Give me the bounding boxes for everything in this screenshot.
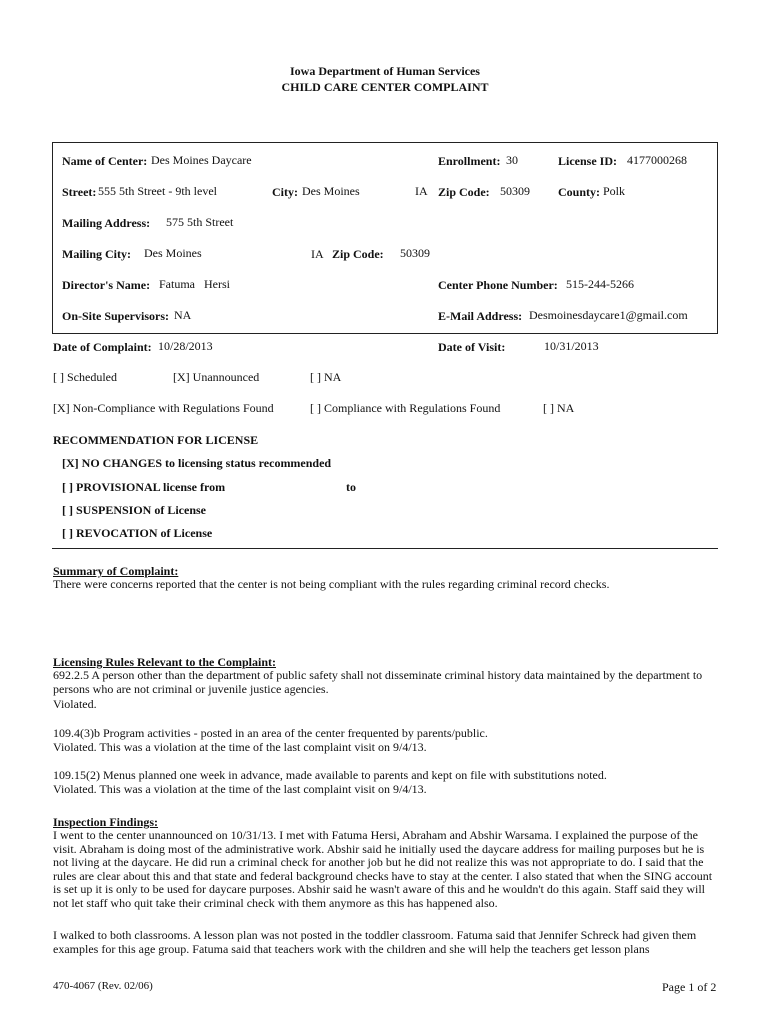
mailing-zip-label: Zip Code:: [332, 247, 384, 261]
summary-text: There were concerns reported that the center is not being compliant with the rules regarding criminal record checks.: [53, 577, 610, 591]
county-label: County:: [558, 185, 601, 199]
rule-109-4-text: 109.4(3)b Program activities - posted in an area of the center frequented by parents/public.: [53, 726, 488, 740]
mailing-state-value: IA: [311, 247, 324, 261]
email-label: E-Mail Address:: [438, 309, 523, 323]
findings-paragraph-1: I went to the center unannounced on 10/31/13. I met with Fatuma Hersi, Abraham and Abshir Warsama. I explained the purpose of the visit. Abraham is doing most of the administrative work. Abshir said he initially used the daycare address for mailing purposes but he is not living at the daycare. He did run a criminal check for another job but he did not realize this was not appropriate to do. I said that the rules are clear about this and that state and federal background checks have to stay at the center. I also stated that when the SING account is set up it is only to be used for daycare purposes. Abshir said he wasn't aware of this and he wouldn't do this again. Staff said they will not let staff who quit take their criminal check with them anymore as this has happened also.: [53, 828, 713, 910]
rule-692-status: Violated.: [53, 697, 97, 711]
no-changes-option: [X] NO CHANGES to licensing status recommended: [62, 456, 332, 470]
mailing-address-label: Mailing Address:: [62, 216, 151, 230]
compliance-na-checkbox: [ ] NA: [543, 401, 575, 415]
findings-paragraph-2: I walked to both classrooms. A lesson plan was not posted in the toddler classroom. Fatuma said that Jennifer Schreck had given them examples for this age group. Fatuma said that teachers work with the children and she will help the teachers get lesson plans: [53, 928, 697, 956]
license-id-value: 4177000268: [627, 153, 687, 167]
findings-heading: Inspection Findings:: [53, 815, 159, 829]
scheduled-checkbox: [ ] Scheduled: [53, 370, 117, 384]
email-value: Desmoinesdaycare1@gmail.com: [529, 308, 688, 322]
rule-109-15-text: 109.15(2) Menus planned one week in advance, made available to parents and kept on file with substitutions noted.: [53, 768, 607, 782]
mailing-zip-value: 50309: [400, 246, 430, 260]
mailing-city-value: Des Moines: [144, 246, 202, 260]
directors-name-label: Director's Name:: [62, 278, 151, 292]
date-of-complaint-label: Date of Complaint:: [53, 340, 152, 354]
date-of-complaint-value: 10/28/2013: [158, 339, 213, 353]
center-info-box: [52, 142, 718, 334]
center-phone-value: 515-244-5266: [566, 277, 634, 291]
page-number: Page 1 of 2: [662, 980, 717, 994]
director-first-name: Fatuma: [159, 277, 195, 291]
enrollment-value: 30: [506, 153, 518, 167]
county-value: Polk: [603, 184, 626, 198]
center-phone-label: Center Phone Number:: [438, 278, 558, 292]
summary-heading: Summary of Complaint:: [53, 564, 179, 578]
provisional-option: [ ] PROVISIONAL license from: [62, 480, 226, 494]
city-label: City:: [272, 185, 298, 199]
provisional-to-label: to: [346, 480, 356, 494]
on-site-supervisors-label: On-Site Supervisors:: [62, 309, 170, 323]
rule-692-text: 692.2.5 A person other than the department of public safety shall not disseminate criminal history data maintained by the department to persons who are not criminal or juvenile justice agencies.: [53, 668, 703, 696]
agency-title: Iowa Department of Human Services: [290, 64, 480, 78]
revocation-option: [ ] REVOCATION of License: [62, 526, 213, 540]
street-label: Street:: [62, 185, 97, 199]
state-value: IA: [415, 184, 428, 198]
city-value: Des Moines: [302, 184, 360, 198]
director-last-name: Hersi: [204, 277, 230, 291]
recommendation-heading: RECOMMENDATION FOR LICENSE: [53, 433, 259, 447]
rule-109-15-status: Violated. This was a violation at the time of the last complaint visit on 9/4/13.: [53, 782, 427, 796]
mailing-address-value: 575 5th Street: [166, 215, 234, 229]
noncompliance-checkbox: [X] Non-Compliance with Regulations Found: [53, 401, 274, 415]
license-id-label: License ID:: [558, 154, 617, 168]
enrollment-label: Enrollment:: [438, 154, 501, 168]
compliance-checkbox: [ ] Compliance with Regulations Found: [310, 401, 501, 415]
mailing-city-label: Mailing City:: [62, 247, 131, 261]
unannounced-checkbox: [X] Unannounced: [173, 370, 260, 384]
on-site-supervisors-value: NA: [174, 308, 192, 322]
zip-code-value: 50309: [500, 184, 530, 198]
visit-na-checkbox: [ ] NA: [310, 370, 342, 384]
section-divider: [52, 548, 718, 549]
name-of-center-value: Des Moines Daycare: [151, 153, 252, 167]
form-title: CHILD CARE CENTER COMPLAINT: [281, 80, 489, 94]
date-of-visit-value: 10/31/2013: [544, 339, 599, 353]
zip-code-label: Zip Code:: [438, 185, 490, 199]
rules-heading: Licensing Rules Relevant to the Complaint:: [53, 655, 276, 669]
rule-109-4-status: Violated. This was a violation at the time of the last complaint visit on 9/4/13.: [53, 740, 427, 754]
date-of-visit-label: Date of Visit:: [438, 340, 506, 354]
suspension-option: [ ] SUSPENSION of License: [62, 503, 207, 517]
street-value: 555 5th Street - 9th level: [98, 184, 217, 198]
name-of-center-label: Name of Center:: [62, 154, 148, 168]
form-number: 470-4067 (Rev. 02/06): [53, 980, 153, 992]
